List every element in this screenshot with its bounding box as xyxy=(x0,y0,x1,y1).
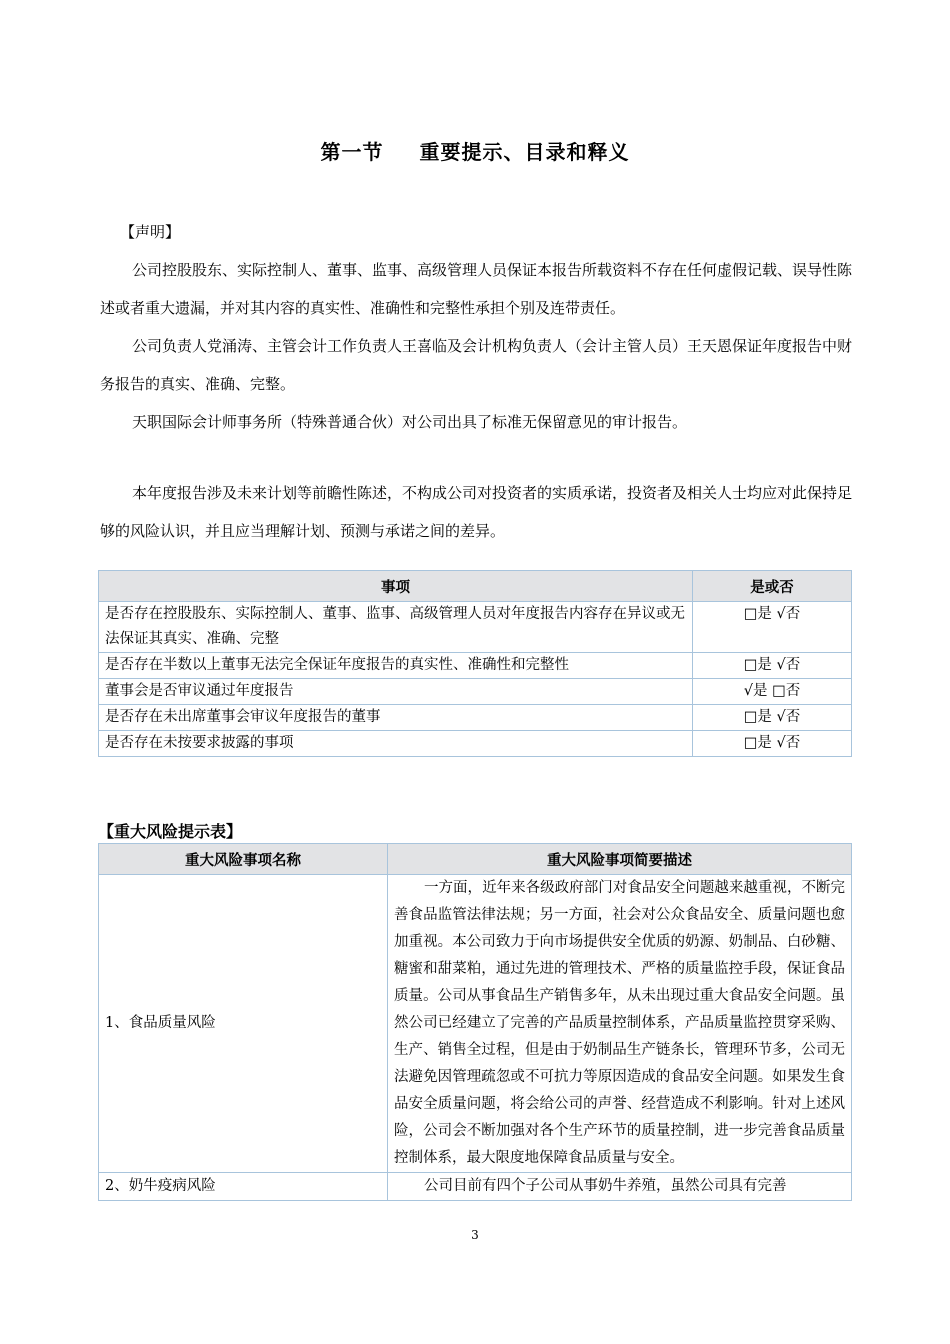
risk-table xyxy=(98,843,852,1201)
matter-answer: □是 √否 xyxy=(693,731,852,757)
table-row xyxy=(99,653,852,679)
matter-answer: □是 √否 xyxy=(693,653,852,679)
risk-description: 一方面，近年来各级政府部门对食品安全问题越来越重视，不断完善食品监管法律法规；另一方面，社会对公众食品安全、质量问题也愈加重视。本公司致力于向市场提供安全优质的奶源、奶制品、白砂糖、糖蜜和甜菜粕，通过先进的管理技术、严格的质量监控手段，保证食品质量。公司从事食品生产销售多年，从未出现过重大食品安全问题。虽然公司已经建立了完善的产品质量控制体系，产品质量监控贯穿采购、生产、销售全过程，但是由于奶制品生产链条长，管理环节多，公司无法避免因管理疏忽或不可抗力等原因造成的食品安全问题。如果发生食品安全质量问题，将会给公司的声誉、经营造成不利影响。针对上述风险，公司会不断加强对各个生产环节的质量控制，进一步完善食品质量控制体系，最大限度地保障食品质量与安全。 xyxy=(388,875,852,1173)
table-row xyxy=(99,602,852,653)
matter-item: 是否存在半数以上董事无法完全保证年度报告的真实性、准确性和完整性 xyxy=(99,653,693,679)
matter-answer: □是 √否 xyxy=(693,705,852,731)
section-name: 重要提示、目录和释义 xyxy=(419,140,630,164)
paragraph-audit: 天职国际会计师事务所（特殊普通合伙）对公司出具了标准无保留意见的审计报告。 xyxy=(132,413,688,431)
risk-description: 公司目前有四个子公司从事奶牛养殖，虽然公司具有完善 xyxy=(388,1173,852,1201)
matter-item: 是否存在未出席董事会审议年度报告的董事 xyxy=(99,705,693,731)
matter-item: 是否存在未按要求披露的事项 xyxy=(99,731,693,757)
statement-heading: 【声明】 xyxy=(120,223,181,241)
risk-name: 1、食品质量风险 xyxy=(99,875,388,1173)
section-title xyxy=(0,136,950,165)
matters-table-header xyxy=(99,571,852,602)
matters-header-answer: 是或否 xyxy=(693,571,852,602)
risk-table-header xyxy=(99,844,852,875)
matter-item: 是否存在控股股东、实际控制人、董事、监事、高级管理人员对年度报告内容存在异议或无法保证其真实、准确、完整 xyxy=(99,602,693,653)
risk-header-desc: 重大风险事项简要描述 xyxy=(388,844,852,875)
paragraph-guarantee: 公司控股股东、实际控制人、董事、监事、高级管理人员保证本报告所载资料不存在任何虚假记载、误导性陈述或者重大遗漏，并对其内容的真实性、准确性和完整性承担个别及连带责任。 xyxy=(100,261,853,317)
risk-header-name: 重大风险事项名称 xyxy=(99,844,388,875)
matters-header-item: 事项 xyxy=(99,571,693,602)
table-row xyxy=(99,875,852,1173)
table-row xyxy=(99,679,852,705)
table-row xyxy=(99,705,852,731)
paragraph-forward-looking: 本年度报告涉及未来计划等前瞻性陈述，不构成公司对投资者的实质承诺，投资者及相关人士均应对此保持足够的风险认识，并且应当理解计划、预测与承诺之间的差异。 xyxy=(100,484,853,540)
section-number: 第一节 xyxy=(320,140,384,164)
matters-table xyxy=(98,570,852,757)
paragraph-responsible-persons: 公司负责人党涌涛、主管会计工作负责人王喜临及会计机构负责人（会计主管人员）王天恩保证年度报告中财务报告的真实、准确、完整。 xyxy=(100,337,853,393)
table-row xyxy=(99,1173,852,1201)
matter-item: 董事会是否审议通过年度报告 xyxy=(99,679,693,705)
table-row xyxy=(99,731,852,757)
matter-answer: √是 □否 xyxy=(693,679,852,705)
page-number: 3 xyxy=(471,1228,479,1242)
risk-table-heading: 【重大风险提示表】 xyxy=(98,822,243,841)
matter-answer: □是 √否 xyxy=(693,602,852,653)
risk-name: 2、奶牛疫病风险 xyxy=(99,1173,388,1201)
